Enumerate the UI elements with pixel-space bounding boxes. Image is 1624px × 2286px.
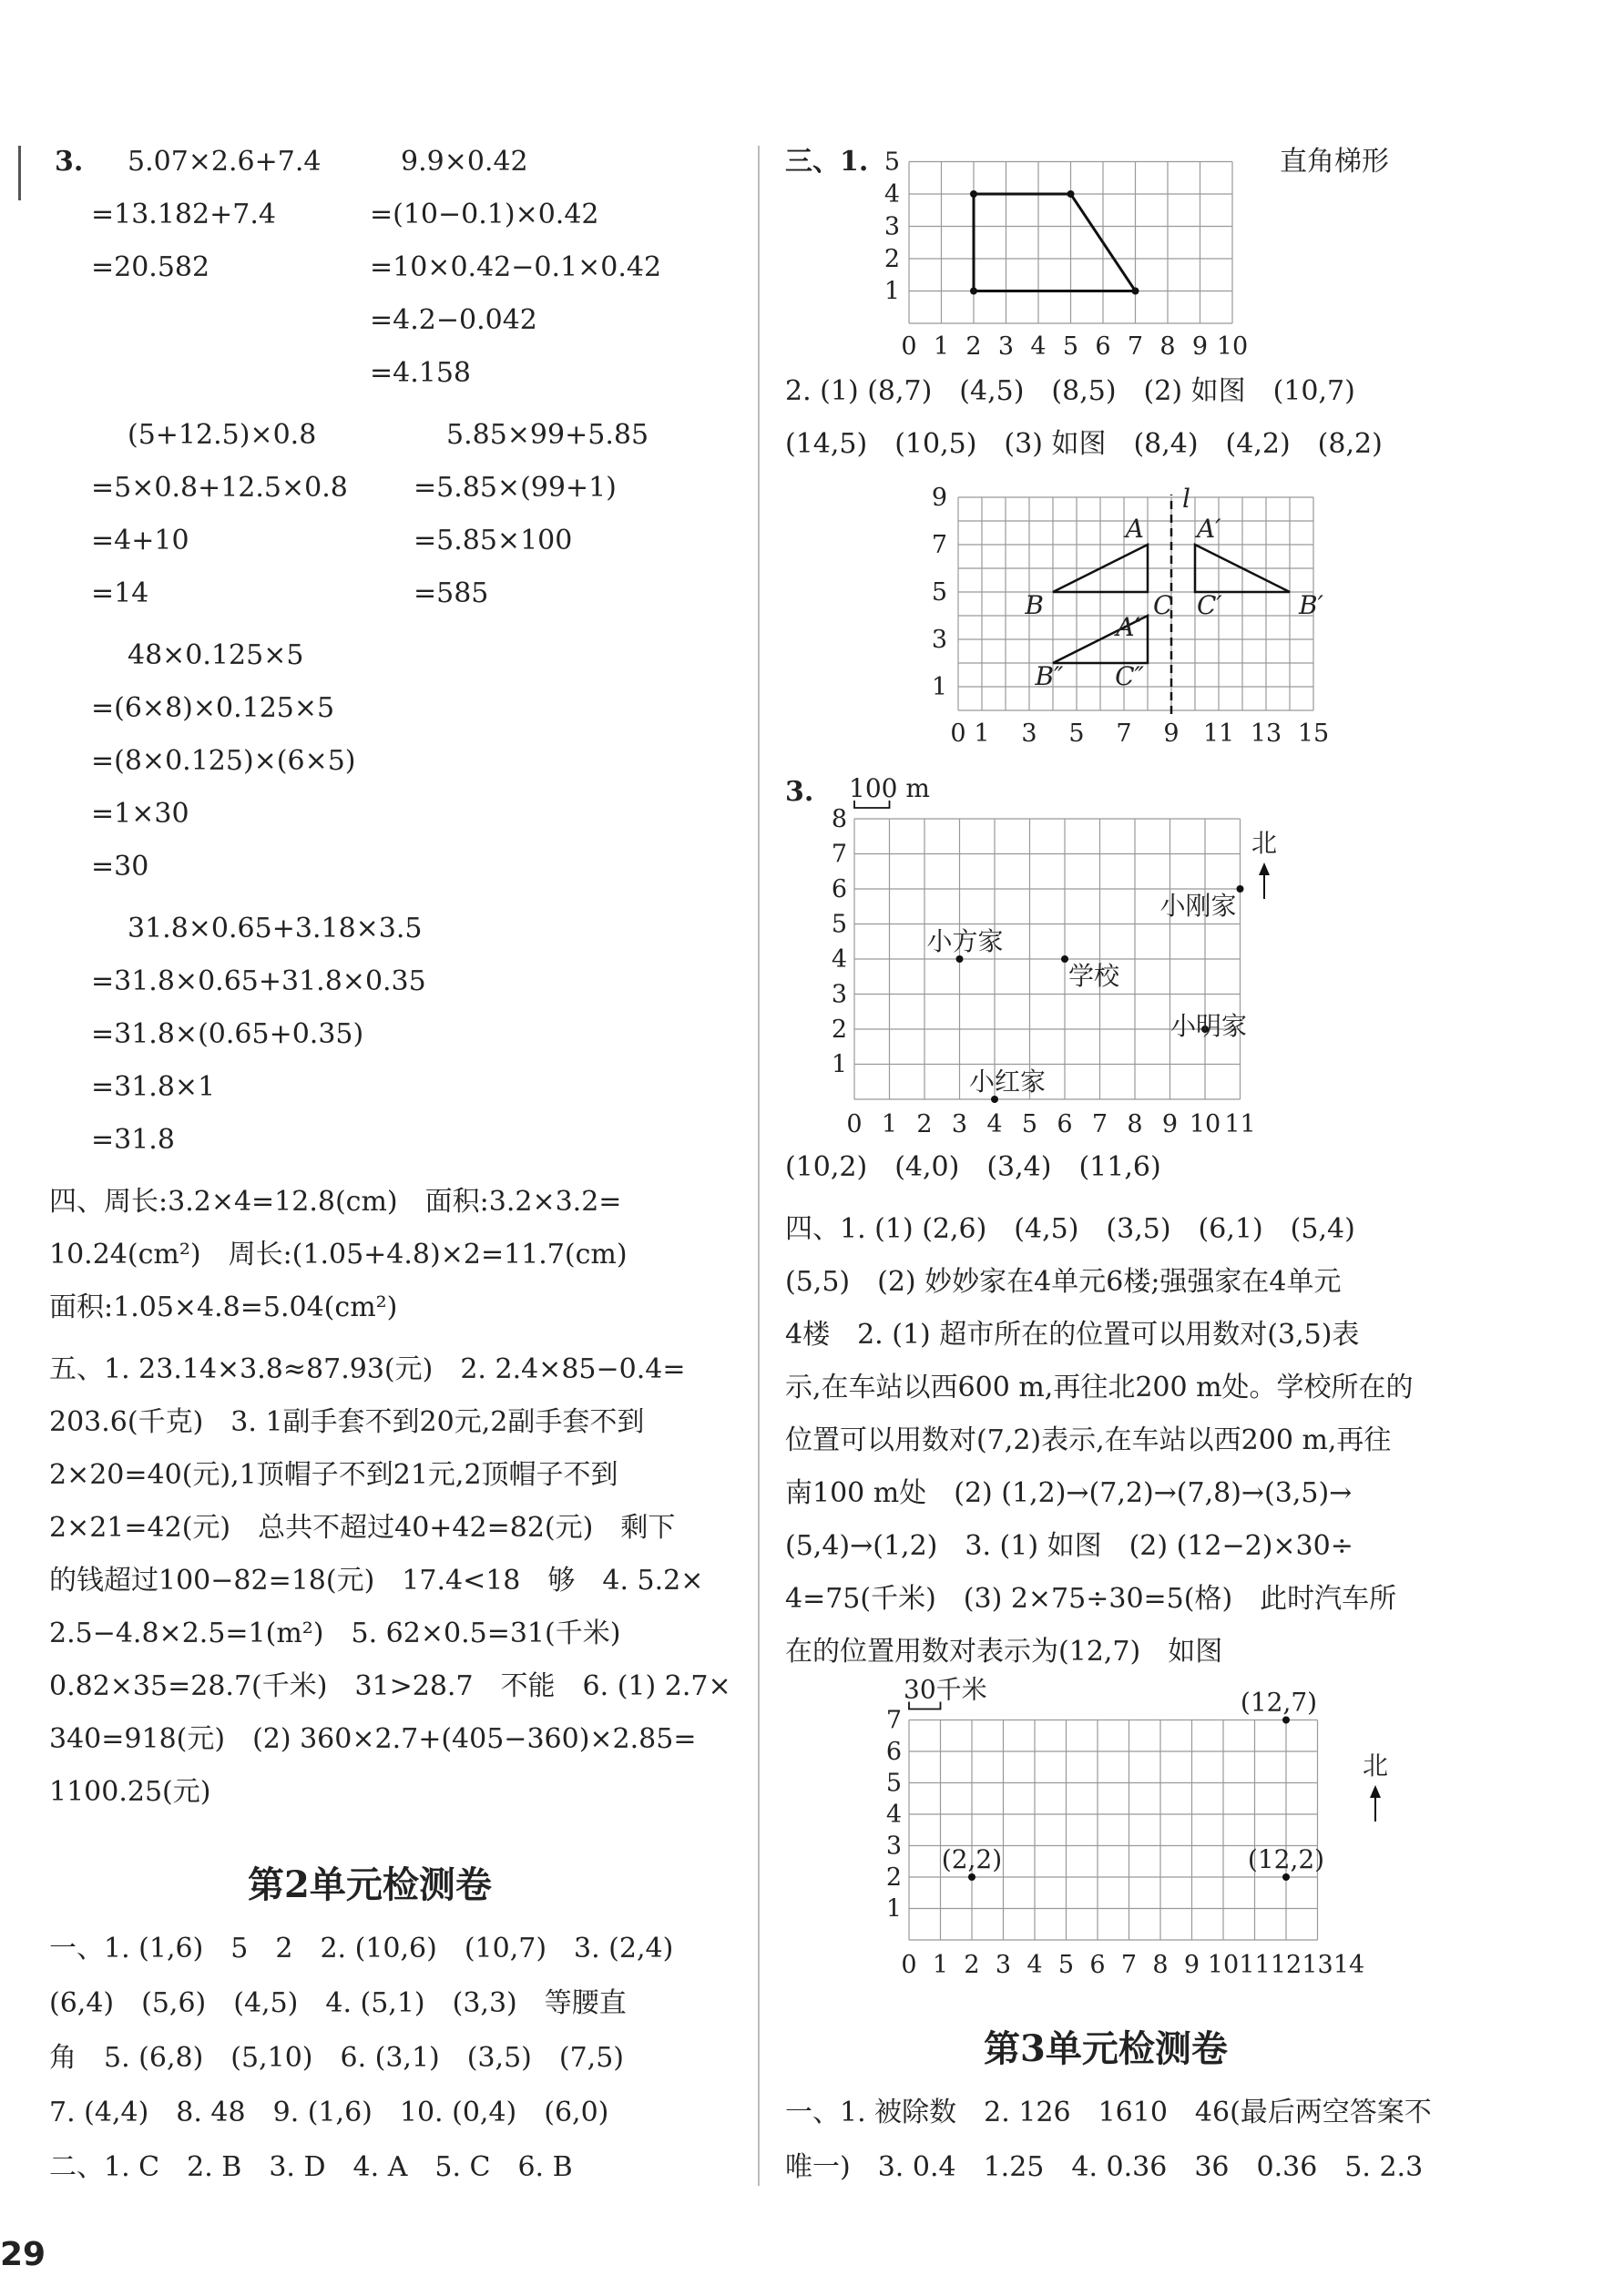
y-tick-label: 6 — [885, 1738, 902, 1766]
location-point — [1282, 1717, 1290, 1724]
vertex-label: B′ — [1299, 590, 1323, 620]
x-tick-label: 2 — [964, 1951, 980, 1979]
q-3-3-label: 3. — [785, 776, 814, 808]
unit3-line: 一、1. 被除数 2. 126 1610 46(最后两空答案不 — [785, 2097, 1432, 2128]
north-label: 北 — [1362, 1750, 1389, 1781]
vertex-point — [1067, 190, 1075, 198]
vertex-label: C″ — [1115, 661, 1144, 691]
x-tick-label: 0 — [901, 332, 917, 361]
calc-line: =31.8×(0.65+0.35) — [91, 1018, 364, 1050]
vertex-point — [1132, 288, 1139, 295]
x-tick-label: 7 — [1120, 1951, 1138, 1979]
page-number: 29 — [0, 2236, 46, 2273]
vertex-label: B — [1025, 590, 1044, 620]
x-tick-label: 9 — [1161, 1110, 1179, 1138]
location-label: 小方家 — [926, 926, 1004, 956]
section-5-line: 2×21=42(元) 总共不超过40+42=82(元) 剩下 — [49, 1512, 676, 1544]
scale-label: 30千米 — [904, 1674, 987, 1705]
page-edge-mark — [18, 146, 21, 200]
location-point — [956, 955, 964, 963]
x-tick-label: 8 — [1127, 1110, 1143, 1138]
x-tick-label: 3 — [951, 1110, 968, 1138]
calc-line: =4.158 — [370, 357, 472, 389]
x-tick-label: 7 — [1091, 1110, 1108, 1138]
y-tick-label: 2 — [831, 1015, 847, 1044]
y-tick-label: 1 — [883, 277, 900, 306]
x-tick-label: 3 — [997, 332, 1015, 361]
location-point — [991, 1096, 998, 1103]
calc-line: 5.85×99+5.85 — [446, 419, 649, 451]
x-tick-label: 4 — [1030, 332, 1047, 361]
q-3-1-label: 三、1. — [785, 146, 869, 178]
y-tick-label: 7 — [931, 531, 947, 559]
x-tick-label: 5 — [1021, 1110, 1038, 1138]
x-tick-label: 1 — [974, 719, 990, 748]
x-tick-label: 7 — [1116, 719, 1132, 748]
x-tick-label: 0 — [901, 1951, 917, 1979]
y-tick-label: 1 — [885, 1894, 902, 1924]
unit2-title: 第2单元检测卷 — [248, 1863, 492, 1906]
y-tick-label: 3 — [883, 212, 900, 241]
location-label: (12,7) — [1240, 1687, 1318, 1718]
figure-caption: 直角梯形 — [1280, 146, 1389, 178]
calc-line: =30 — [91, 851, 149, 883]
y-tick-label: 4 — [831, 945, 847, 974]
y-tick-label: 5 — [885, 1769, 902, 1798]
x-tick-label: 0 — [846, 1110, 863, 1138]
x-tick-label: 6 — [1057, 1110, 1073, 1138]
trapezoid-grid-figure — [874, 146, 1248, 360]
section-4-right-line: (5,4)→(1,2) 3. (1) 如图 (2) (12−2)×30÷ — [785, 1530, 1353, 1562]
section-4-right-line: 四、1. (1) (2,6) (4,5) (3,5) (6,1) (5,4) — [785, 1213, 1355, 1245]
x-tick-label: 7 — [1127, 332, 1144, 361]
q-3-2-line: 2. (1) (8,7) (4,5) (8,5) (2) 如图 (10,7) — [785, 375, 1355, 407]
x-tick-label: 14 — [1333, 1951, 1365, 1979]
section-5-line: 的钱超过100−82=18(元) 17.4<18 够 4. 5.2× — [49, 1565, 704, 1597]
calc-line: =1×30 — [91, 798, 189, 830]
location-label: 学校 — [1068, 961, 1120, 991]
x-tick-label: 10 — [1189, 1110, 1221, 1138]
y-tick-label: 4 — [883, 180, 900, 209]
location-label: 小明家 — [1169, 1011, 1248, 1041]
y-tick-label: 2 — [883, 245, 900, 273]
location-label: 小红家 — [968, 1066, 1047, 1097]
q-3-3-answer: (10,2) (4,0) (3,4) (11,6) — [785, 1151, 1161, 1183]
x-tick-label: 11 — [1239, 1951, 1271, 1979]
section-5-line: 五、1. 23.14×3.8≈87.93(元) 2. 2.4×85−0.4= — [49, 1353, 686, 1385]
calc-line: =31.8 — [91, 1124, 175, 1156]
calc-line: (5+12.5)×0.8 — [128, 419, 317, 451]
section-5-line: 340=918(元) (2) 360×2.7+(405−360)×2.85= — [49, 1723, 697, 1755]
trapezoid-shape — [974, 194, 1136, 291]
section-4-right-line: 4楼 2. (1) 超市所在的位置可以用数对(3,5)表 — [785, 1319, 1360, 1351]
calc-line: =31.8×1 — [91, 1071, 216, 1103]
x-tick-label: 8 — [1152, 1951, 1169, 1979]
location-point — [968, 1873, 975, 1881]
section-5-line: 2.5−4.8×2.5=1(m²) 5. 62×0.5=31(千米) — [49, 1618, 621, 1649]
vertex-label: C′ — [1197, 590, 1222, 620]
section-5-line: 0.82×35=28.7(千米) 31>28.7 不能 6. (1) 2.7× — [49, 1670, 731, 1702]
calc-line: =(10−0.1)×0.42 — [370, 199, 599, 230]
y-tick-label: 5 — [931, 578, 947, 607]
calc-line: =(6×8)×0.125×5 — [91, 692, 335, 724]
calc-line: =4+10 — [91, 525, 189, 556]
vertex-label: A′ — [1197, 514, 1221, 544]
unit2-line: (6,4) (5,6) (4,5) 4. (5,1) (3,3) 等腰直 — [49, 1987, 627, 2019]
section-4-right-line: 示,在车站以西600 m,再往北200 m处。学校所在的 — [785, 1372, 1414, 1403]
symmetry-axis-label: l — [1182, 484, 1190, 514]
section-4-right-line: (5,5) (2) 妙妙家在4单元6楼;强强家在4单元 — [785, 1266, 1342, 1298]
location-label: (2,2) — [941, 1844, 1003, 1874]
x-tick-label: 15 — [1297, 719, 1330, 748]
car-route-grid-map — [865, 1674, 1412, 1993]
y-tick-label: 4 — [885, 1801, 902, 1829]
x-tick-label: 5 — [1057, 1951, 1075, 1979]
unit3-title: 第3单元检测卷 — [984, 2027, 1228, 2070]
location-point — [1282, 1873, 1290, 1881]
x-tick-label: 5 — [1062, 332, 1079, 361]
column-divider — [758, 146, 760, 2186]
x-tick-label: 4 — [986, 1110, 1003, 1138]
section-4-right-line: 南100 m处 (2) (1,2)→(7,2)→(7,8)→(3,5)→ — [785, 1477, 1353, 1509]
y-tick-label: 1 — [831, 1050, 847, 1079]
calc-line: 9.9×0.42 — [401, 146, 528, 178]
x-tick-label: 1 — [933, 332, 950, 361]
y-tick-label: 5 — [883, 148, 900, 177]
y-tick-label: 1 — [931, 673, 947, 701]
x-tick-label: 8 — [1159, 332, 1176, 361]
x-tick-label: 3 — [995, 1951, 1012, 1979]
north-label: 北 — [1251, 828, 1278, 858]
q-3-2-line: (14,5) (10,5) (3) 如图 (8,4) (4,2) (8,2) — [785, 428, 1383, 460]
calc-line: =5×0.8+12.5×0.8 — [91, 472, 348, 504]
calc-line: =10×0.42−0.1×0.42 — [370, 251, 662, 283]
vertex-point — [970, 190, 977, 198]
x-tick-label: 3 — [1021, 719, 1037, 748]
x-tick-label: 9 — [1191, 332, 1209, 361]
location-label: 小刚家 — [1159, 891, 1237, 921]
unit3-line: 唯一) 3. 0.4 1.25 4. 0.36 36 0.36 5. 2.3 — [785, 2151, 1424, 2183]
scale-label: 100 m — [849, 773, 930, 803]
location-point — [1061, 955, 1068, 963]
calc-line: =5.85×(99+1) — [414, 472, 617, 504]
vertex-point — [970, 288, 977, 295]
section-5-line: 1100.25(元) — [49, 1776, 211, 1808]
calc-line: =31.8×0.65+31.8×0.35 — [91, 965, 426, 997]
unit2-line: 7. (4,4) 8. 48 9. (1,6) 10. (0,4) (6,0) — [49, 2097, 609, 2128]
section-4-line: 面积:1.05×4.8=5.04(cm²) — [49, 1291, 398, 1323]
x-tick-label: 4 — [1026, 1951, 1043, 1979]
location-map-grid — [811, 770, 1284, 1138]
unit2-line: 一、1. (1,6) 5 2 2. (10,6) (10,7) 3. (2,4) — [49, 1933, 674, 1965]
x-tick-label: 6 — [1089, 1951, 1106, 1979]
y-tick-label: 5 — [831, 910, 847, 939]
y-tick-label: 2 — [885, 1863, 902, 1892]
section-4-right-line: 4=75(千米) (3) 2×75÷30=5(格) 此时汽车所 — [785, 1583, 1397, 1615]
x-tick-label: 5 — [1068, 719, 1085, 748]
calc-line: 5.07×2.6+7.4 — [128, 146, 322, 178]
calc-line: =14 — [91, 577, 149, 609]
x-tick-label: 1 — [881, 1110, 898, 1138]
calc-line: 48×0.125×5 — [128, 639, 304, 671]
y-tick-label: 7 — [885, 1706, 902, 1735]
x-tick-label: 13 — [1302, 1951, 1333, 1979]
section-5-line: 203.6(千克) 3. 1副手套不到20元,2副手套不到 — [49, 1406, 645, 1438]
y-tick-label: 3 — [831, 980, 847, 1009]
unit2-line: 二、1. C 2. B 3. D 4. A 5. C 6. B — [49, 2151, 573, 2183]
calc-line: 31.8×0.65+3.18×3.5 — [128, 913, 423, 944]
x-tick-label: 11 — [1202, 719, 1235, 748]
section-4-right-line: 位置可以用数对(7,2)表示,在车站以西200 m,再往 — [785, 1424, 1392, 1456]
north-arrow-head — [1259, 862, 1270, 875]
x-tick-label: 0 — [950, 719, 966, 748]
unit2-line: 角 5. (6,8) (5,10) 6. (3,1) (3,5) (7,5) — [49, 2042, 624, 2074]
y-tick-label: 3 — [931, 626, 947, 654]
location-point — [1237, 885, 1244, 893]
x-tick-label: 12 — [1270, 1951, 1302, 1979]
y-tick-label: 9 — [931, 484, 947, 512]
y-tick-label: 7 — [831, 840, 847, 869]
calc-line: =20.582 — [91, 251, 210, 283]
x-tick-label: 9 — [1183, 1951, 1200, 1979]
calc-line: =4.2−0.042 — [370, 304, 537, 336]
north-arrow-head — [1370, 1785, 1381, 1798]
calc-line: =5.85×100 — [414, 525, 573, 556]
symmetry-grid-figure — [920, 484, 1339, 760]
vertex-label: B″ — [1035, 661, 1064, 691]
x-tick-label: 11 — [1224, 1110, 1256, 1138]
y-tick-label: 3 — [885, 1832, 902, 1861]
section-4-right-line: 在的位置用数对表示为(12,7) 如图 — [785, 1636, 1223, 1668]
section-4-line: 四、周长:3.2×4=12.8(cm) 面积:3.2×3.2= — [49, 1186, 622, 1218]
section-5-line: 2×20=40(元),1顶帽子不到21元,2顶帽子不到 — [49, 1459, 618, 1491]
q3-label: 3. — [55, 146, 84, 178]
vertex-label: A″ — [1116, 612, 1144, 642]
calc-line: =(8×0.125)×(6×5) — [91, 745, 356, 777]
section-4-line: 10.24(cm²) 周长:(1.05+4.8)×2=11.7(cm) — [49, 1239, 628, 1271]
x-tick-label: 2 — [965, 332, 982, 361]
x-tick-label: 10 — [1207, 1951, 1240, 1979]
x-tick-label: 9 — [1163, 719, 1180, 748]
vertex-label: A — [1125, 514, 1144, 544]
x-tick-label: 2 — [916, 1110, 933, 1138]
y-tick-label: 8 — [831, 805, 847, 833]
y-tick-label: 6 — [831, 875, 847, 903]
x-tick-label: 13 — [1250, 719, 1282, 748]
vertex-label: C — [1153, 590, 1173, 620]
location-label: (12,2) — [1247, 1844, 1325, 1874]
calc-line: =585 — [414, 577, 489, 609]
x-tick-label: 6 — [1095, 332, 1111, 361]
calc-line: =13.182+7.4 — [91, 199, 276, 230]
x-tick-label: 1 — [932, 1951, 949, 1979]
x-tick-label: 10 — [1216, 332, 1249, 361]
